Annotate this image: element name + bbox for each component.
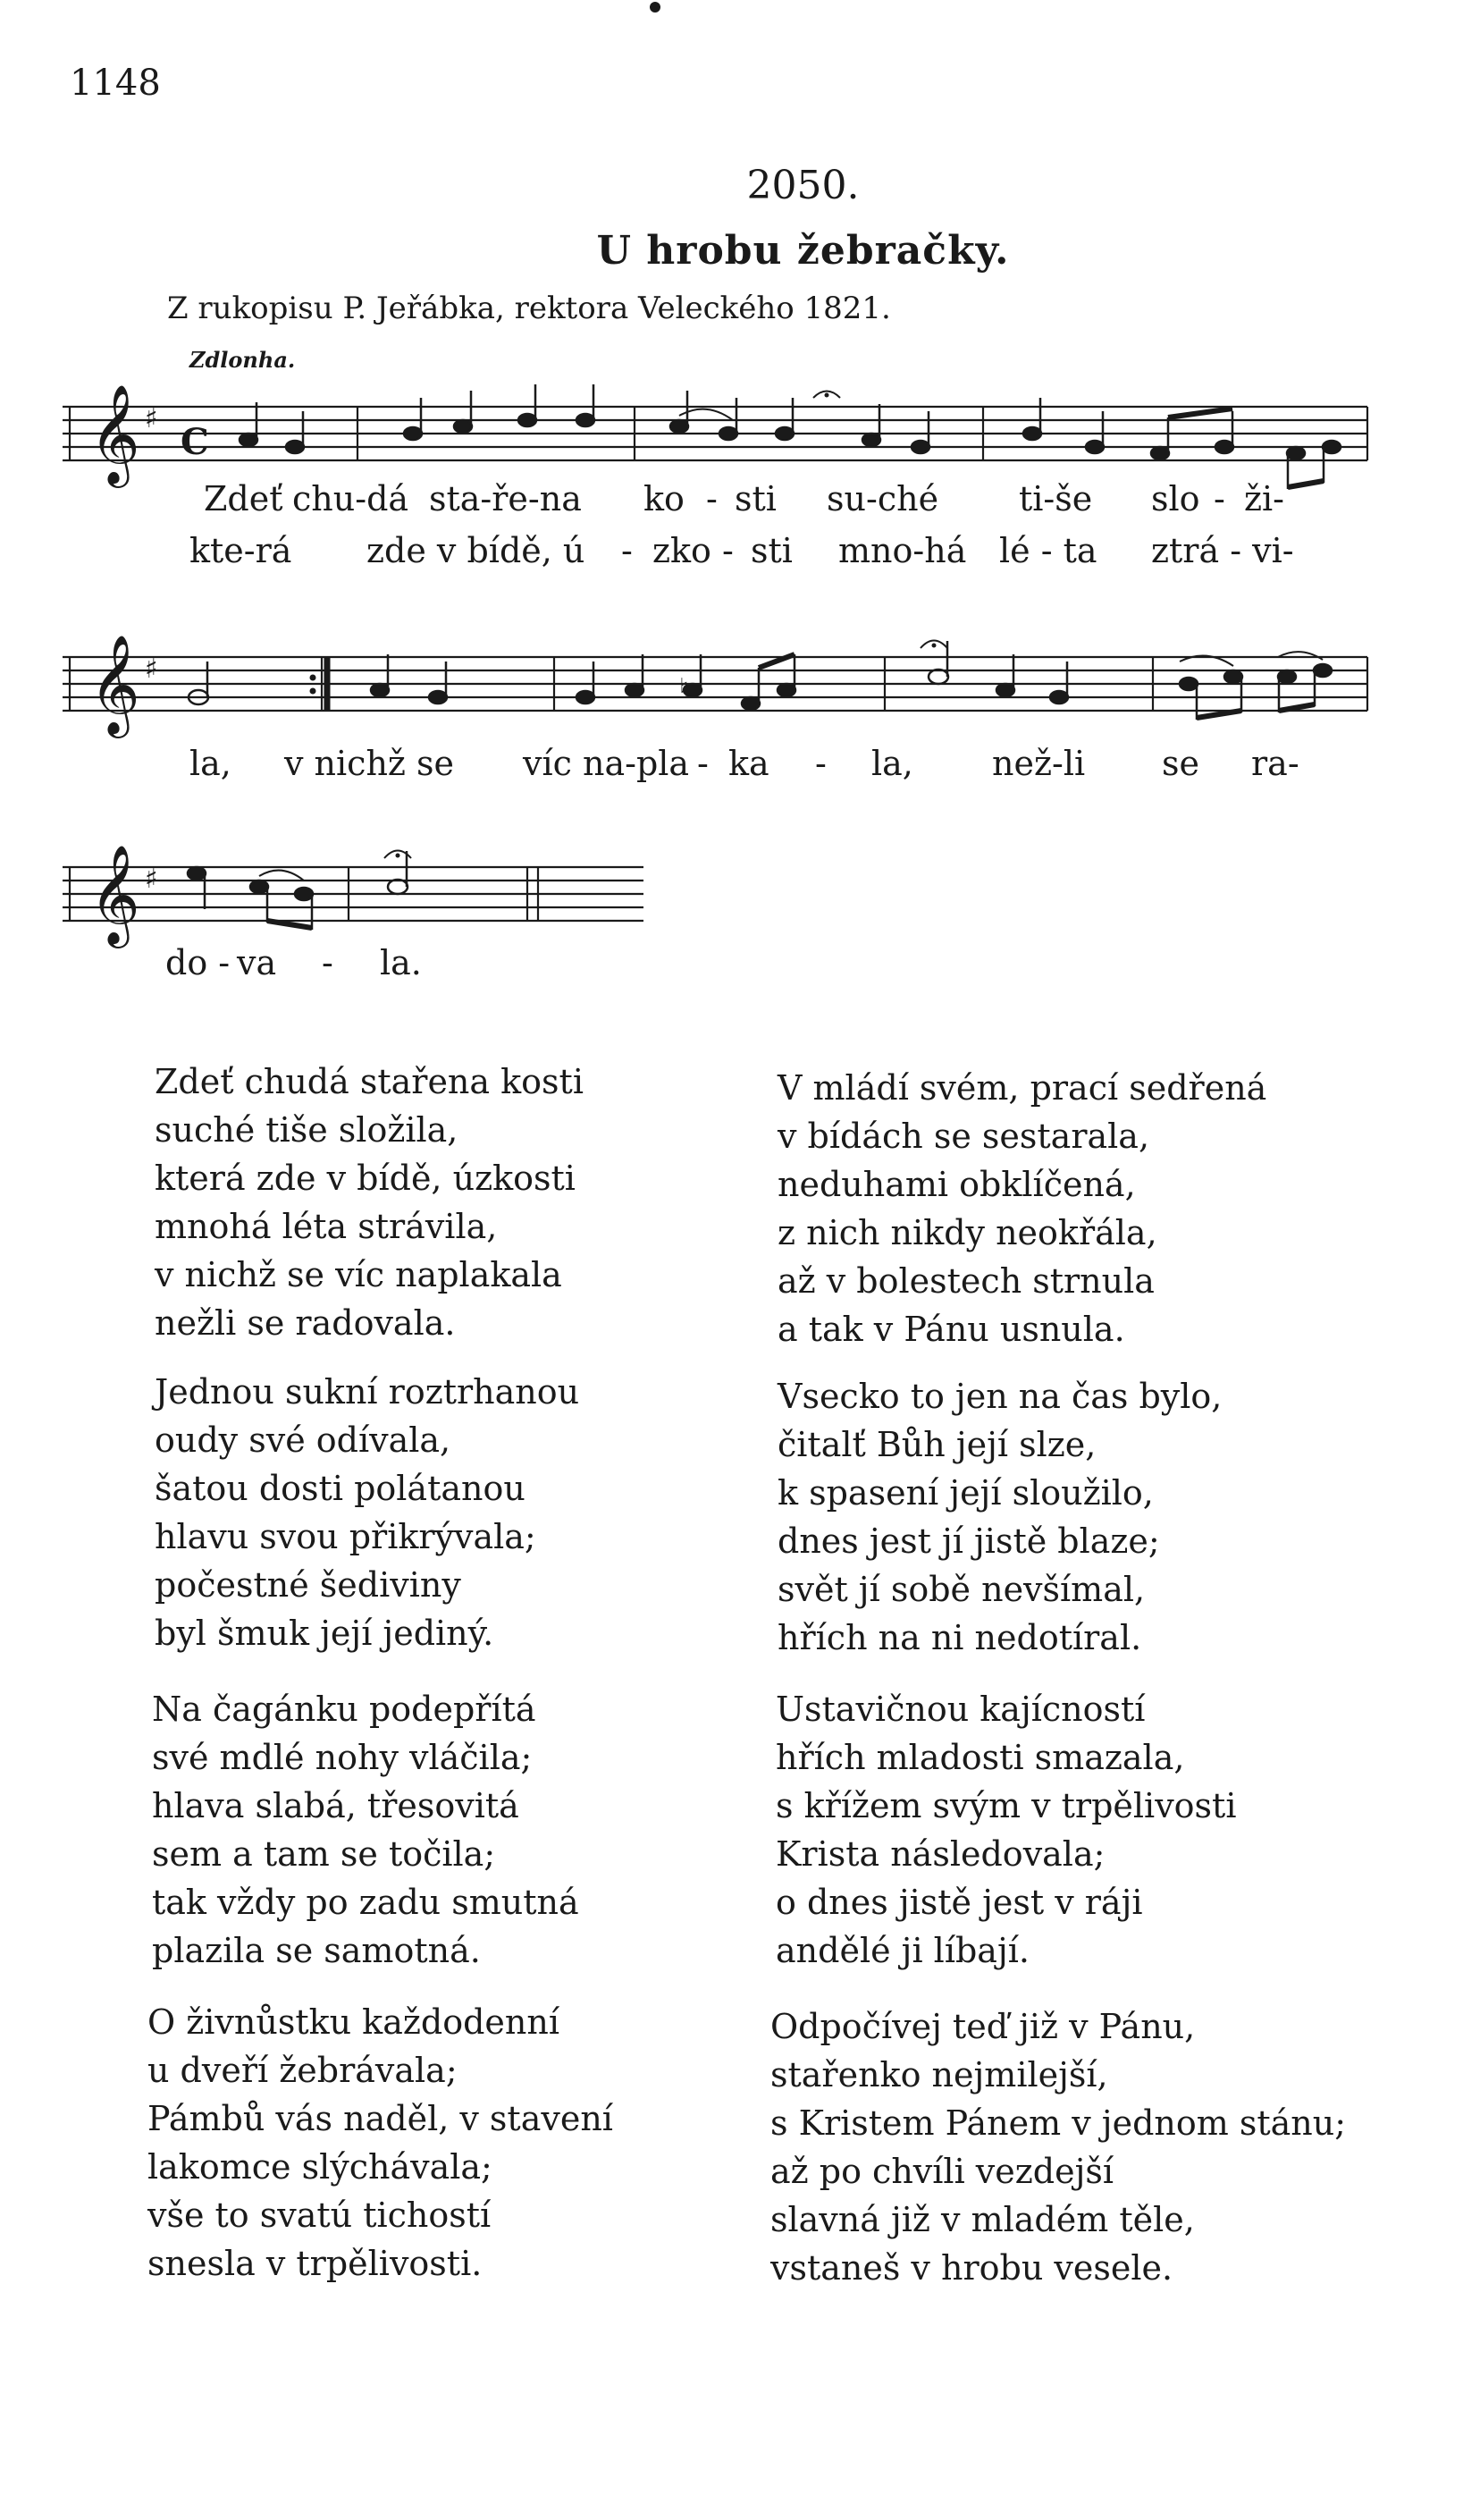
- lyric-syllable: -: [697, 744, 709, 783]
- verse-line: lakomce slýchávala;: [147, 2147, 492, 2187]
- verse-line: Na čagánku podepřítá: [152, 1690, 536, 1729]
- verse-line: plazila se samotná.: [152, 1931, 481, 1970]
- tempo-marking: Zdlonha.: [189, 347, 296, 373]
- lyric-syllable: kte-rá: [189, 531, 292, 570]
- verse-line: stařenko nejmilejší,: [770, 2055, 1108, 2094]
- svg-text:𝄞: 𝄞: [89, 634, 140, 734]
- verse-line: snesla v trpělivosti.: [147, 2244, 483, 2283]
- lyric-syllable: zko: [652, 531, 711, 570]
- lyric-syllable: ži-: [1244, 479, 1285, 518]
- verse-line: Jednou sukní roztrhanou: [155, 1372, 580, 1412]
- verse-line: vše to svatú tichostí: [147, 2196, 492, 2235]
- lyric-syllable: ko: [643, 479, 685, 518]
- lyric-syllable: -: [706, 479, 718, 518]
- lyric-syllable: -: [322, 943, 333, 982]
- verse-line: o dnes jistě jest v ráji: [776, 1883, 1143, 1922]
- ink-dot: [650, 2, 660, 13]
- verse-line: slavná již v mladém těle,: [770, 2200, 1195, 2239]
- verse-line: počestné šediviny: [155, 1565, 461, 1605]
- page-number: 1148: [70, 63, 161, 104]
- lyric-syllable: lé - ta: [999, 531, 1097, 570]
- lyric-syllable: ka: [728, 744, 769, 783]
- stanza-2: [778, 1064, 1266, 1353]
- music-staff-1: [63, 375, 1376, 492]
- verse-line: až po chvíli vezdejší: [770, 2152, 1114, 2191]
- lyric-syllable: -: [815, 744, 827, 783]
- svg-text:♯: ♯: [145, 864, 158, 895]
- svg-text:C: C: [181, 421, 209, 463]
- verse-line: vstaneš v hrobu vesele.: [770, 2248, 1173, 2288]
- lyric-syllable: sti: [751, 531, 793, 570]
- lyric-syllable: v nichž se: [284, 744, 455, 783]
- verse-line: šatou dosti polátanou: [155, 1469, 526, 1508]
- verse-line: nežli se radovala.: [155, 1303, 456, 1343]
- verse-line: sem a tam se točila;: [152, 1834, 496, 1874]
- verse-line: Zdeť chudá stařena kosti: [155, 1062, 584, 1101]
- lyric-syllable: než-li: [992, 744, 1086, 783]
- verse-line: Krista následovala;: [776, 1834, 1106, 1874]
- lyric-syllable: la.: [380, 943, 422, 982]
- svg-text:𝄞: 𝄞: [89, 844, 140, 944]
- song-number: 2050.: [746, 163, 860, 208]
- stanza-1: [155, 1058, 584, 1347]
- lyric-syllable: sti: [735, 479, 777, 518]
- lyric-syllable: la,: [871, 744, 913, 783]
- verse-line: svět jí sobě nevšímal,: [778, 1570, 1146, 1609]
- verse-line: neduhami obklíčená,: [778, 1165, 1136, 1204]
- lyric-syllable: ra-: [1251, 744, 1299, 783]
- lyric-syllable: do -: [165, 943, 231, 982]
- svg-text:𝄞: 𝄞: [89, 383, 140, 484]
- svg-text:♯: ♯: [145, 403, 158, 434]
- verse-line: Vsecko to jen na čas bylo,: [778, 1377, 1223, 1416]
- song-title: U hrobu žebračky.: [596, 228, 1010, 274]
- verse-line: O živnůstku každodenní: [147, 2002, 559, 2042]
- stanza-7: [147, 1998, 613, 2288]
- verse-line: Ustavičnou kajícností: [776, 1690, 1146, 1729]
- lyric-syllable: víc na-pla: [523, 744, 690, 783]
- lyric-syllable: chu-dá: [292, 479, 409, 518]
- lyric-syllable: Zdeť: [204, 479, 283, 518]
- music-staff-3: [63, 836, 652, 952]
- verse-line: Pámbů vás naděl, v stavení: [147, 2099, 613, 2138]
- verse-line: s křížem svým v trpělivosti: [776, 1786, 1237, 1825]
- lyric-syllable: su-ché: [827, 479, 939, 518]
- verse-line: v bídách se sestarala,: [778, 1117, 1150, 1156]
- verse-line: která zde v bídě, úzkosti: [155, 1159, 576, 1198]
- stanza-5: [152, 1685, 579, 1975]
- verse-line: tak vždy po zadu smutná: [152, 1883, 579, 1922]
- stanza-8: [770, 2002, 1346, 2292]
- verse-line: hřích mladosti smazala,: [776, 1738, 1185, 1777]
- verse-line: čitalť Bůh její slze,: [778, 1425, 1097, 1464]
- lyric-syllable: -: [621, 531, 633, 570]
- lyric-syllable: se: [1162, 744, 1199, 783]
- svg-text:♯: ♯: [145, 653, 158, 685]
- verse-line: andělé ji líbají.: [776, 1931, 1030, 1970]
- lyric-syllable: la,: [189, 744, 231, 783]
- lyric-syllable: -: [722, 531, 734, 570]
- stanza-6: [776, 1685, 1236, 1975]
- lyric-syllable: zde v bídě, ú: [366, 531, 585, 570]
- lyric-syllable: ztrá - vi-: [1151, 531, 1294, 570]
- verse-line: až v bolestech strnula: [778, 1261, 1155, 1301]
- verse-line: u dveří žebrávala;: [147, 2051, 458, 2090]
- verse-line: hlava slabá, třesovitá: [152, 1786, 519, 1825]
- verse-line: hlavu svou přikrývala;: [155, 1517, 536, 1556]
- verse-line: z nich nikdy neokřála,: [778, 1213, 1157, 1252]
- verse-line: oudy své odívala,: [155, 1420, 451, 1460]
- verse-line: a tak v Pánu usnula.: [778, 1310, 1125, 1349]
- verse-line: V mládí svém, prací sedřená: [778, 1068, 1267, 1108]
- verse-line: Odpočívej teď již v Pánu,: [770, 2007, 1196, 2046]
- verse-line: k spasení její sloužilo,: [778, 1473, 1154, 1513]
- verse-line: v nichž se víc naplakala: [155, 1255, 562, 1294]
- lyric-syllable: mno-há: [838, 531, 967, 570]
- lyric-syllable: sta-ře-na: [429, 479, 582, 518]
- verse-line: mnohá léta strávila,: [155, 1207, 498, 1246]
- svg-text:♮: ♮: [679, 673, 689, 704]
- lyric-syllable: -: [1214, 479, 1225, 518]
- verse-line: s Kristem Pánem v jednom stánu;: [770, 2103, 1347, 2143]
- verse-line: své mdlé nohy vláčila;: [152, 1738, 533, 1777]
- verse-line: suché tiše složila,: [155, 1110, 458, 1150]
- verse-line: byl šmuk její jediný.: [155, 1614, 494, 1653]
- stanza-4: [778, 1372, 1222, 1662]
- lyric-syllable: slo: [1151, 479, 1200, 518]
- lyric-syllable: ti-še: [1019, 479, 1093, 518]
- stanza-3: [155, 1368, 579, 1657]
- verse-line: dnes jest jí jistě blaze;: [778, 1521, 1160, 1561]
- verse-line: hřích na ni nedotíral.: [778, 1618, 1142, 1657]
- music-staff-2: [63, 626, 1376, 742]
- source-note: Z rukopisu P. Jeřábka, rektora Veleckého 1821.: [167, 291, 891, 326]
- lyric-syllable: va: [237, 943, 277, 982]
